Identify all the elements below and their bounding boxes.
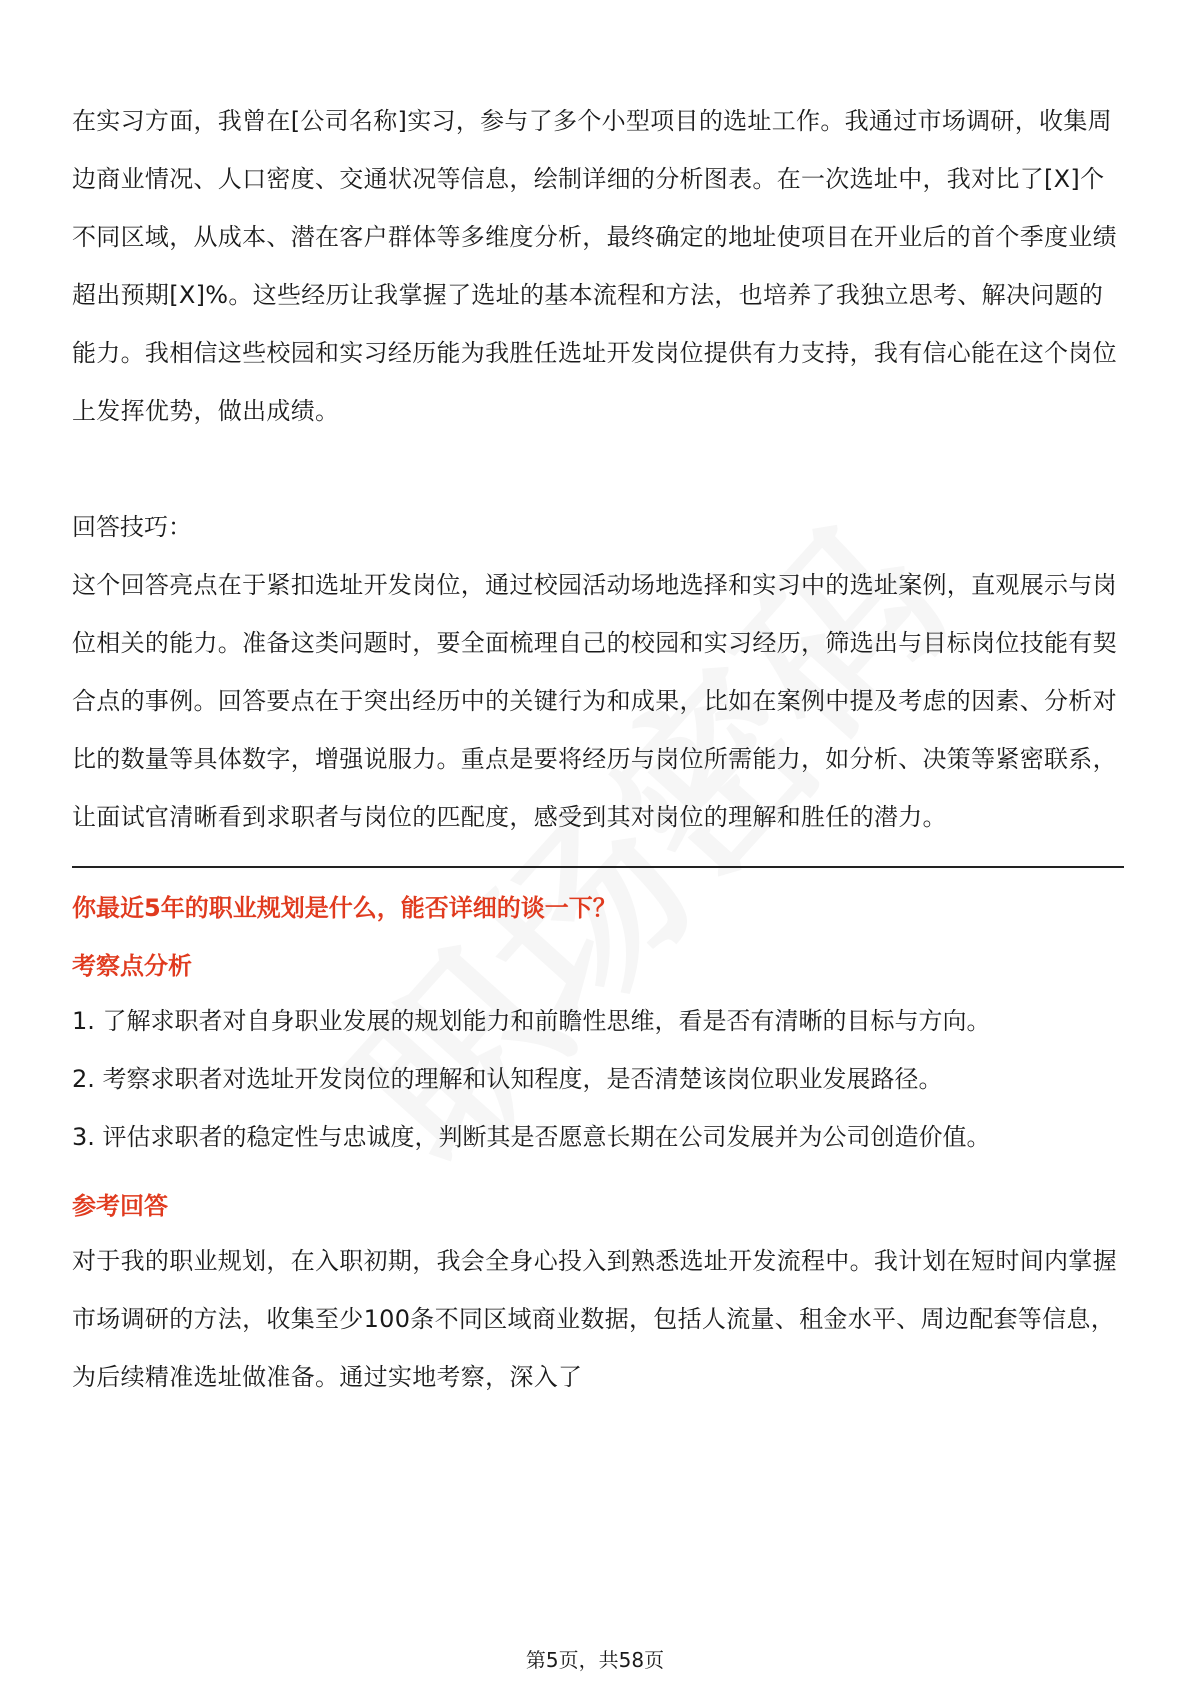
analysis-item-1: 1. 了解求职者对自身职业发展的规划能力和前瞻性思维，看是否有清晰的目标与方向。 <box>72 1007 991 1035</box>
page-number: 第5页，共58页 <box>525 1648 665 1672</box>
analysis-item-2: 2. 考察求职者对选址开发岗位的理解和认知程度，是否清楚该岗位职业发展路径。 <box>72 1065 943 1093</box>
tips-paragraph: 这个回答亮点在于紧扣选址开发岗位，通过校园活动场地选择和实习中的选址案例，直观展示与岗位相关的能力。准备这类问题时，要全面梳理自己的校园和实习经历，筛选出与目标岗位技能有契合点的事例。回答要点在于突出经历中的关键行为和成果，比如在案例中提及考虑的因素、分析对比的数量等具体数字，增强说服力。重点是要将经历与岗位所需能力，如分析、决策等紧密联系，让面试官清晰看到求职者与岗位的匹配度，感受到其对岗位的理解和胜任的潜力。 <box>72 571 1117 831</box>
tips-label: 回答技巧： <box>72 513 192 541</box>
section-divider <box>72 866 1124 868</box>
analysis-item-3: 3. 评估求职者的稳定性与忠诚度，判断其是否愿意长期在公司发展并为公司创造价值。 <box>72 1123 991 1151</box>
intro-paragraph: 在实习方面，我曾在[公司名称]实习，参与了多个小型项目的选址工作。我通过市场调研，收集周边商业情况、人口密度、交通状况等信息，绘制详细的分析图表。在一次选址中，我对比了[X]个不同区域，从成本、潜在客户群体等多维度分析，最终确定的地址使项目在开业后的首个季度业绩超出预期[X]%。这些经历让我掌握了选址的基本流程和方法，也培养了我独立思考、解决问题的能力。我相信这些校园和实习经历能为我胜任选址开发岗位提供有力支持，我有信心能在这个岗位上发挥优势，做出成绩。 <box>72 107 1117 425</box>
reference-paragraph: 对于我的职业规划，在入职初期，我会全身心投入到熟悉选址开发流程中。我计划在短时间内掌握市场调研的方法，收集至少100条不同区域商业数据，包括人流量、租金水平、周边配套等信息，为后续精准选址做准备。通过实地考察，深入了 <box>72 1247 1117 1391</box>
question-title: 你最近5年的职业规划是什么，能否详细的谈一下？ <box>72 894 617 922</box>
document-body <box>72 92 1122 1406</box>
analysis-heading: 考察点分析 <box>72 952 192 980</box>
reference-heading: 参考回答 <box>72 1192 168 1220</box>
